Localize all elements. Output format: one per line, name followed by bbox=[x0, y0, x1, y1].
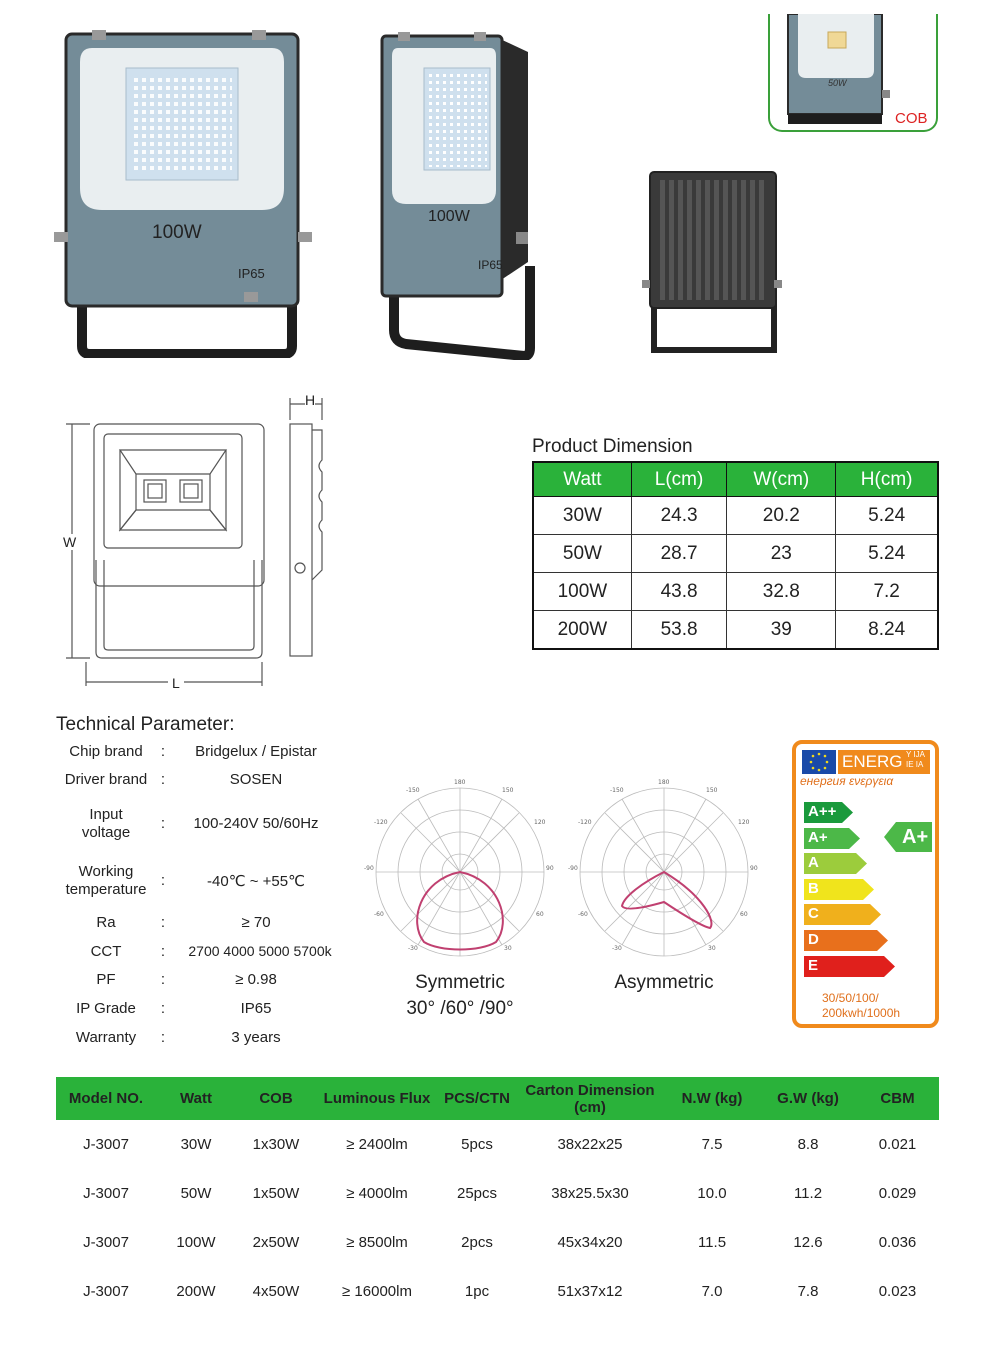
energy-class-label: A bbox=[808, 854, 819, 872]
asymmetric-polar-diagram bbox=[564, 772, 764, 972]
table-cell: J-3007 bbox=[83, 1185, 129, 1202]
angle-watt-label: 100W bbox=[428, 208, 470, 225]
table-row bbox=[533, 573, 938, 611]
tech-row-input-voltage bbox=[56, 806, 356, 842]
polar-tick: 150 bbox=[502, 787, 514, 794]
table-cell: J-3007 bbox=[83, 1234, 129, 1251]
table-cell: 100W bbox=[533, 573, 631, 611]
energy-subtitle: енергия ενεργεια bbox=[800, 774, 894, 788]
tech-value: Bridgelux / Epistar bbox=[195, 743, 317, 760]
tech-row-cct bbox=[56, 943, 356, 963]
symmetric-title: Symmetric bbox=[415, 972, 505, 993]
energy-class-bar bbox=[804, 828, 861, 854]
tech-key: Driver brand bbox=[64, 771, 148, 788]
polar-tick: 180 bbox=[658, 779, 670, 786]
table-cell: 1pc bbox=[464, 1283, 490, 1300]
table-cell: 11.2 bbox=[793, 1185, 823, 1202]
polar-tick: 90 bbox=[750, 865, 758, 872]
table-cell: 11.5 bbox=[697, 1234, 727, 1251]
table-cell: 53.8 bbox=[631, 611, 726, 650]
tech-colon: : bbox=[160, 771, 166, 788]
tech-row-driver-brand bbox=[56, 771, 356, 791]
model-header-cell: Carton Dimension (cm) bbox=[516, 1077, 664, 1120]
tech-key: Ra bbox=[96, 914, 116, 931]
table-cell: 100W bbox=[176, 1234, 216, 1251]
energy-class-bar bbox=[804, 853, 868, 879]
product-dimension-title: Product Dimension bbox=[532, 436, 693, 457]
polar-tick: 30 bbox=[504, 945, 512, 952]
energy-rating-label: A+ bbox=[902, 826, 929, 848]
tech-colon: : bbox=[160, 815, 166, 832]
tech-value: 3 years bbox=[231, 1029, 281, 1046]
tech-row-pf bbox=[56, 971, 356, 991]
table-cell: 2pcs bbox=[461, 1234, 493, 1251]
polar-tick: -60 bbox=[374, 911, 384, 918]
model-header-cell: COB bbox=[236, 1077, 316, 1120]
energy-class-bar bbox=[804, 904, 882, 930]
cob-small-watt: 50W bbox=[828, 78, 847, 88]
model-header-cell: Luminous Flux bbox=[316, 1077, 438, 1120]
energy-class-label: E bbox=[808, 956, 819, 974]
table-row bbox=[533, 611, 938, 650]
angle-product-photo bbox=[378, 30, 538, 360]
table-cell: J-3007 bbox=[83, 1136, 129, 1153]
table-cell: 45x34x20 bbox=[557, 1234, 623, 1251]
energy-head: ENERG bbox=[842, 752, 903, 771]
polar-tick: -90 bbox=[364, 865, 374, 872]
tech-row-ra bbox=[56, 914, 356, 934]
table-cell: 12.6 bbox=[793, 1234, 823, 1251]
energy-class-bar bbox=[804, 879, 875, 905]
table-cell: 8.8 bbox=[797, 1136, 819, 1153]
table-cell: 23 bbox=[727, 535, 836, 573]
polar-tick: -150 bbox=[406, 787, 420, 794]
tech-key: CCT bbox=[90, 943, 122, 960]
dimension-header-cell: H(cm) bbox=[836, 462, 938, 497]
angle-ip-label: IP65 bbox=[478, 258, 503, 272]
polar-tick: -150 bbox=[610, 787, 624, 794]
dimension-header-cell: L(cm) bbox=[631, 462, 726, 497]
table-cell: 7.0 bbox=[701, 1283, 723, 1300]
dimension-drawing bbox=[60, 390, 360, 690]
tech-row-working-temperature bbox=[56, 863, 356, 899]
table-cell: 30W bbox=[180, 1136, 212, 1153]
energy-suffix-1: Y IJA bbox=[906, 750, 925, 759]
tech-colon: : bbox=[160, 971, 166, 988]
product-dimension-table bbox=[532, 461, 939, 650]
cob-label: COB bbox=[895, 110, 928, 127]
table-cell: 7.8 bbox=[797, 1283, 819, 1300]
asymmetric-title: Asymmetric bbox=[614, 972, 714, 993]
table-cell: 0.036 bbox=[878, 1234, 917, 1251]
back-product-photo bbox=[642, 168, 782, 358]
table-cell: 51x37x12 bbox=[557, 1283, 623, 1300]
model-header-cell: Model NO. bbox=[56, 1077, 156, 1120]
table-cell: 0.021 bbox=[878, 1136, 917, 1153]
polar-tick: 120 bbox=[534, 819, 546, 826]
tech-key: Working temperature bbox=[65, 863, 147, 898]
table-cell: 20.2 bbox=[727, 497, 836, 535]
energy-class-label: B bbox=[808, 879, 819, 897]
tech-value: 2700 4000 5000 5700k bbox=[188, 943, 332, 959]
polar-tick: 60 bbox=[740, 911, 748, 918]
table-cell: 8.24 bbox=[836, 611, 938, 650]
technical-parameter-title: Technical Parameter: bbox=[56, 714, 235, 735]
model-header-cell: G.W (kg) bbox=[760, 1077, 856, 1120]
tech-colon: : bbox=[160, 1000, 166, 1017]
energy-class-label: C bbox=[808, 905, 819, 923]
energy-class-label: D bbox=[808, 931, 819, 948]
symmetric-angles: 30° /60° /90° bbox=[406, 998, 514, 1019]
energy-note-line-1: 30/50/100/ bbox=[822, 991, 879, 1005]
model-header-cell: CBM bbox=[856, 1077, 939, 1120]
energy-label bbox=[792, 740, 939, 1028]
table-cell: 0.023 bbox=[878, 1283, 917, 1300]
energy-class-label: A+ bbox=[808, 828, 828, 846]
tech-key: PF bbox=[96, 971, 116, 988]
tech-value: IP65 bbox=[240, 1000, 272, 1017]
table-cell: J-3007 bbox=[83, 1283, 129, 1300]
table-cell: 5.24 bbox=[836, 535, 938, 573]
tech-value: -40℃ ~ +55℃ bbox=[207, 873, 305, 890]
tech-key: Warranty bbox=[75, 1029, 137, 1046]
dimension-header-cell: W(cm) bbox=[727, 462, 836, 497]
polar-tick: -120 bbox=[578, 819, 592, 826]
tech-row-chip-brand bbox=[56, 743, 356, 763]
polar-tick: -30 bbox=[612, 945, 622, 952]
table-cell: 200W bbox=[176, 1283, 216, 1300]
table-cell: 7.5 bbox=[701, 1136, 723, 1153]
table-row bbox=[56, 1218, 939, 1267]
table-cell: 32.8 bbox=[727, 573, 836, 611]
energy-class-bar bbox=[804, 930, 889, 956]
table-cell: 50W bbox=[533, 535, 631, 573]
table-cell: 200W bbox=[533, 611, 631, 650]
polar-tick: -60 bbox=[578, 911, 588, 918]
tech-value: SOSEN bbox=[229, 771, 283, 788]
drawing-h-label: H bbox=[305, 392, 316, 408]
tech-value: 100-240V 50/60Hz bbox=[193, 815, 319, 832]
tech-row-warranty bbox=[56, 1029, 356, 1049]
tech-value: ≥ 70 bbox=[241, 914, 271, 931]
table-cell: ≥ 4000lm bbox=[346, 1185, 408, 1202]
energy-class-bar bbox=[804, 802, 854, 828]
model-header-row bbox=[56, 1077, 939, 1120]
table-row bbox=[56, 1267, 939, 1316]
energy-suffix-2: IE IA bbox=[906, 760, 924, 769]
table-cell: 0.029 bbox=[878, 1185, 917, 1202]
table-cell: 38x22x25 bbox=[557, 1136, 623, 1153]
tech-colon: : bbox=[160, 943, 166, 960]
tech-value: ≥ 0.98 bbox=[235, 971, 277, 988]
tech-key: Input voltage bbox=[81, 806, 131, 841]
table-cell: 5.24 bbox=[836, 497, 938, 535]
tech-colon: : bbox=[160, 872, 166, 889]
dimension-header-cell: Watt bbox=[533, 462, 631, 497]
table-cell: 50W bbox=[180, 1185, 212, 1202]
table-row bbox=[533, 535, 938, 573]
polar-tick: -30 bbox=[408, 945, 418, 952]
energy-note-line-2: 200kwh/1000h bbox=[822, 1006, 901, 1020]
front-watt-label: 100W bbox=[152, 222, 202, 243]
table-cell: ≥ 2400lm bbox=[346, 1136, 408, 1153]
table-cell: 1x50W bbox=[252, 1185, 300, 1202]
table-cell: 2x50W bbox=[252, 1234, 300, 1251]
polar-tick: -120 bbox=[374, 819, 388, 826]
polar-tick: -90 bbox=[568, 865, 578, 872]
tech-colon: : bbox=[160, 743, 166, 760]
table-row bbox=[533, 497, 938, 535]
polar-tick: 120 bbox=[738, 819, 750, 826]
table-cell: 1x30W bbox=[252, 1136, 300, 1153]
tech-key: Chip brand bbox=[69, 743, 143, 760]
table-cell: 24.3 bbox=[631, 497, 726, 535]
energy-class-bar bbox=[804, 956, 896, 982]
polar-tick: 150 bbox=[706, 787, 718, 794]
table-cell: ≥ 8500lm bbox=[346, 1234, 408, 1251]
polar-tick: 180 bbox=[454, 779, 466, 786]
model-header-cell: PCS/CTN bbox=[438, 1077, 516, 1120]
table-cell: 43.8 bbox=[631, 573, 726, 611]
front-product-photo bbox=[52, 28, 314, 358]
polar-tick: 90 bbox=[546, 865, 554, 872]
polar-tick: 60 bbox=[536, 911, 544, 918]
drawing-w-label: W bbox=[63, 534, 77, 550]
table-cell: 7.2 bbox=[836, 573, 938, 611]
table-cell: 10.0 bbox=[697, 1185, 727, 1202]
model-header-cell: Watt bbox=[156, 1077, 236, 1120]
table-cell: 5pcs bbox=[461, 1136, 493, 1153]
table-cell: 28.7 bbox=[631, 535, 726, 573]
polar-tick: 30 bbox=[708, 945, 716, 952]
energy-class-label: A++ bbox=[808, 803, 837, 820]
table-cell: 30W bbox=[533, 497, 631, 535]
table-cell: ≥ 16000lm bbox=[342, 1283, 412, 1300]
model-spec-table bbox=[56, 1077, 939, 1316]
table-cell: 38x25.5x30 bbox=[551, 1185, 629, 1202]
table-cell: 39 bbox=[727, 611, 836, 650]
tech-row-ip-grade bbox=[56, 1000, 356, 1020]
tech-colon: : bbox=[160, 914, 166, 931]
model-header-cell: N.W (kg) bbox=[664, 1077, 760, 1120]
table-cell: 25pcs bbox=[456, 1185, 498, 1202]
dimension-header-row bbox=[533, 462, 938, 497]
table-row bbox=[56, 1120, 939, 1169]
drawing-l-label: L bbox=[168, 675, 184, 691]
tech-key: IP Grade bbox=[76, 1000, 136, 1017]
table-row bbox=[56, 1169, 939, 1218]
table-cell: 4x50W bbox=[252, 1283, 300, 1300]
energy-rating-arrow bbox=[884, 822, 934, 857]
front-ip-label: IP65 bbox=[238, 266, 265, 281]
symmetric-polar-diagram bbox=[360, 772, 560, 972]
tech-colon: : bbox=[160, 1029, 166, 1046]
